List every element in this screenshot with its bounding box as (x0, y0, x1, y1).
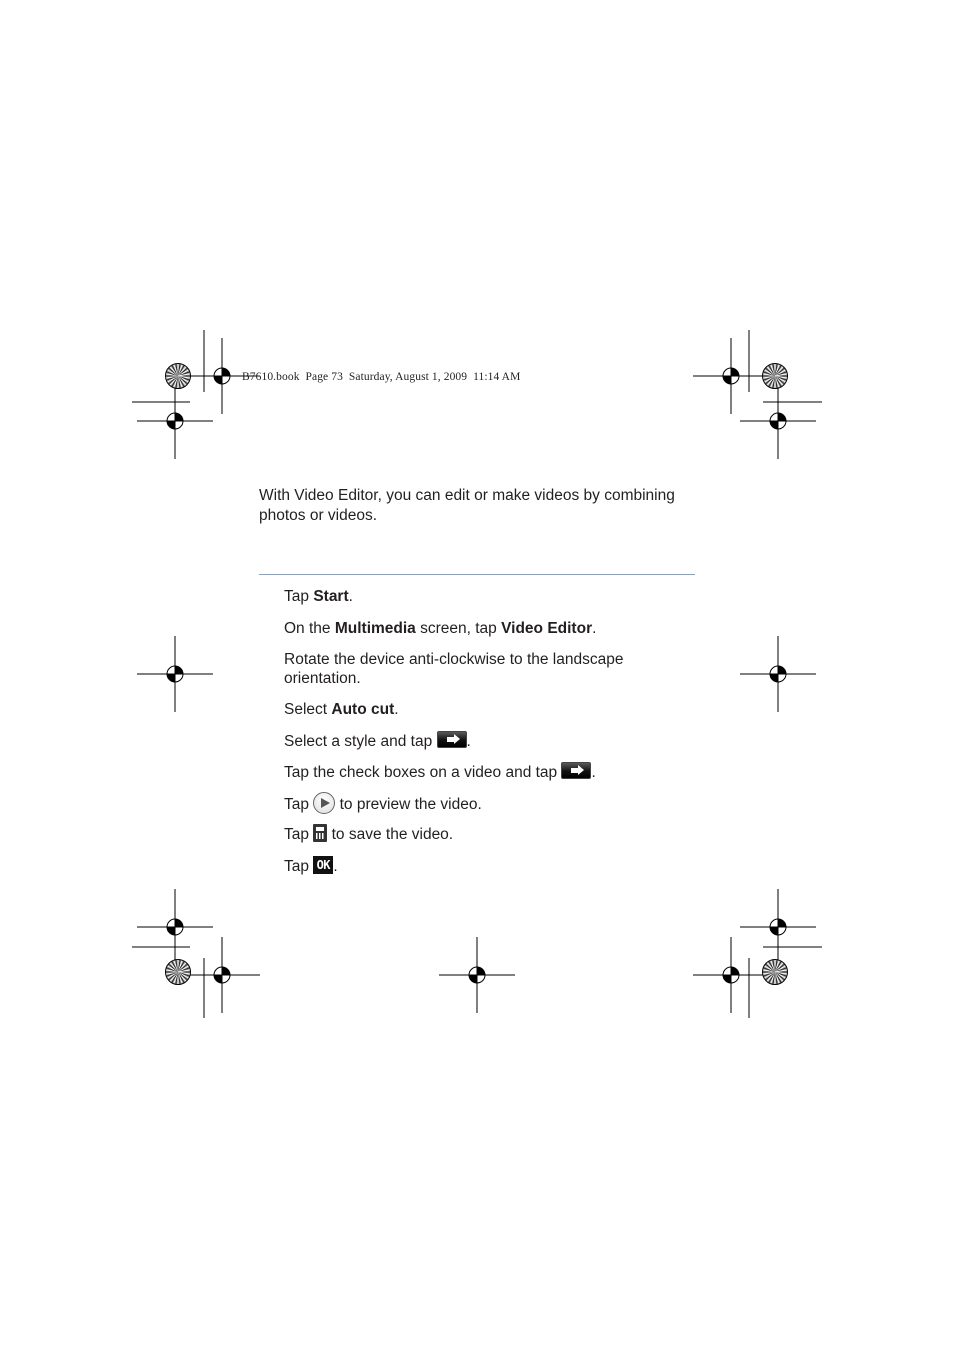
step-1: Tap Start. (284, 588, 353, 605)
star-target-mark (763, 960, 788, 985)
star-target-mark (166, 960, 191, 985)
print-header: B7610.book Page 73 Saturday, August 1, 2009 11:14 AM (242, 371, 521, 383)
crosshair-mark (693, 937, 769, 1013)
crosshair-mark (137, 889, 213, 965)
step-5: Select a style and tap . (284, 733, 471, 750)
step-6: Tap the check boxes on a video and tap . (284, 764, 596, 781)
crosshair-mark (740, 889, 816, 965)
step-3: Rotate the device anti-clockwise to the landscape orientation. (284, 651, 624, 687)
crosshair-mark (137, 636, 213, 712)
crosshair-mark (137, 383, 213, 459)
crosshair-mark (693, 338, 769, 414)
crosshair-mark (740, 383, 816, 459)
step-2: On the Multimedia screen, tap Video Editor. (284, 620, 597, 637)
ok-icon: OK (313, 856, 333, 874)
save-icon (313, 824, 327, 842)
step-9: Tap OK . (284, 857, 338, 875)
crosshair-mark (184, 937, 260, 1013)
step-7: Tap to preview the video. (284, 794, 704, 816)
section-divider (259, 574, 695, 575)
crosshair-mark (740, 636, 816, 712)
step-4: Select Auto cut. (284, 701, 399, 718)
next-arrow-icon (561, 762, 591, 779)
next-arrow-icon (437, 731, 467, 748)
play-icon (313, 792, 335, 814)
crosshair-mark (439, 937, 515, 1013)
star-target-mark (166, 364, 191, 389)
star-target-mark (763, 364, 788, 389)
intro-paragraph: With Video Editor, you can edit or make videos by combining photos or videos. (259, 487, 675, 524)
step-8: Tap to save the video. (284, 825, 704, 844)
